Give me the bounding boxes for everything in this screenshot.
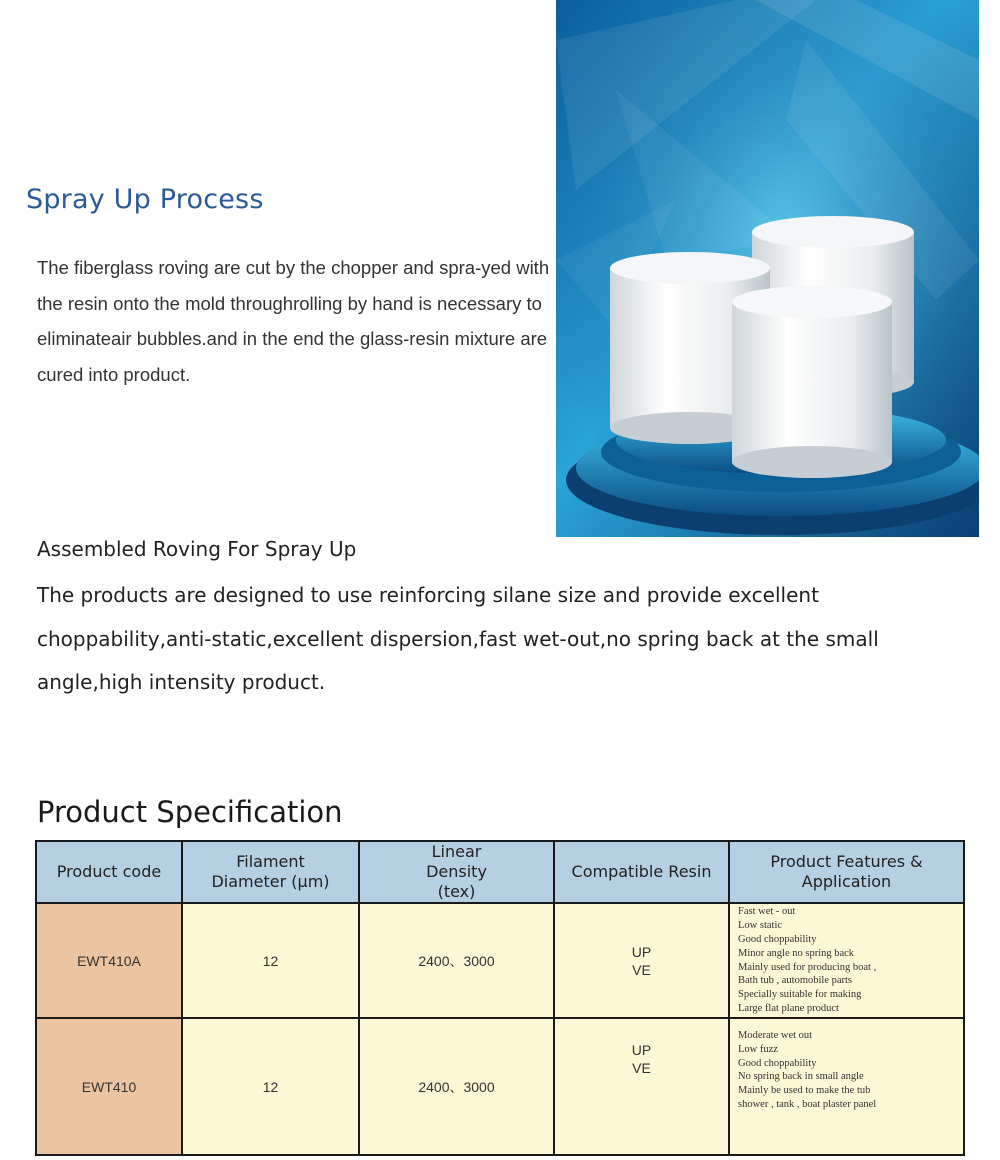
cell-linear-density: 2400、3000	[359, 1018, 554, 1155]
feature-item: Good choppability	[738, 933, 817, 945]
feature-list	[738, 905, 963, 1015]
cell-product-code: EWT410A	[36, 903, 182, 1018]
resin-item: VE	[632, 961, 651, 978]
feature-item: shower , tank , boat plaster panel	[738, 1098, 877, 1110]
table-header-row	[36, 841, 964, 903]
resin-item: UP	[631, 943, 652, 960]
cell-product-code: EWT410	[36, 1018, 182, 1155]
cell-product-features	[729, 903, 964, 1018]
cell-compatible-resin	[554, 903, 729, 1018]
feature-item: No spring back in small angle	[738, 1071, 864, 1083]
section-title-assembled-roving: Assembled Roving For Spray Up	[37, 537, 357, 561]
product-spec-table	[35, 840, 965, 1156]
feature-item: Bath tub , automobile parts	[738, 975, 853, 987]
assembled-roving-description: The products are designed to use reinforcing silane size and provide excellent choppability,anti-static,excellent dispersion,fast wet-out,no spring back at the small angle,high intensity product.	[37, 583, 879, 694]
header-product-features: Product Features & Application	[729, 841, 964, 903]
product-image	[556, 0, 979, 537]
feature-item: Specially suitable for making	[738, 989, 862, 1001]
cell-product-features	[729, 1018, 964, 1155]
table-row	[36, 903, 964, 1018]
spray-up-description: The fiberglass roving are cut by the chopper and spra-yed with the resin onto the mold throughrolling by hand is necessary to eliminateair bubbles.and in the end the glass-resin mixture are cured into product.	[37, 257, 550, 385]
resin-item: UP	[631, 1042, 652, 1058]
cell-linear-density: 2400、3000	[359, 903, 554, 1018]
header-compatible-resin: Compatible Resin	[554, 841, 729, 903]
feature-item: Mainly be used to make the tub	[738, 1085, 871, 1097]
feature-item: Low static	[738, 920, 783, 932]
cell-filament-diameter: 12	[182, 1018, 359, 1155]
feature-item: Low fuzz	[738, 1043, 778, 1055]
feature-item: Mainly used for producing boat ,	[738, 961, 877, 973]
cell-filament-diameter: 12	[182, 903, 359, 1018]
cell-compatible-resin	[554, 1018, 729, 1155]
header-filament-diameter: Filament Diameter (μm)	[182, 841, 359, 903]
feature-item: Moderate wet out	[738, 1030, 813, 1041]
section-title-product-spec: Product Specification	[37, 795, 343, 829]
feature-item: Good choppability	[738, 1057, 817, 1069]
feature-item: Minor angle no spring back	[738, 947, 855, 959]
table-row	[36, 1018, 964, 1155]
fiberglass-roving-illustration	[556, 0, 979, 537]
feature-list	[738, 1029, 963, 1112]
header-product-code: Product code	[36, 841, 182, 903]
resin-item: VE	[632, 1060, 651, 1076]
feature-item: Fast wet - out	[738, 906, 796, 918]
header-linear-density: Linear Density (tex)	[359, 841, 554, 903]
feature-item: Large flat plane product	[738, 1002, 839, 1014]
section-title-spray-up: Spray Up Process	[26, 184, 264, 215]
